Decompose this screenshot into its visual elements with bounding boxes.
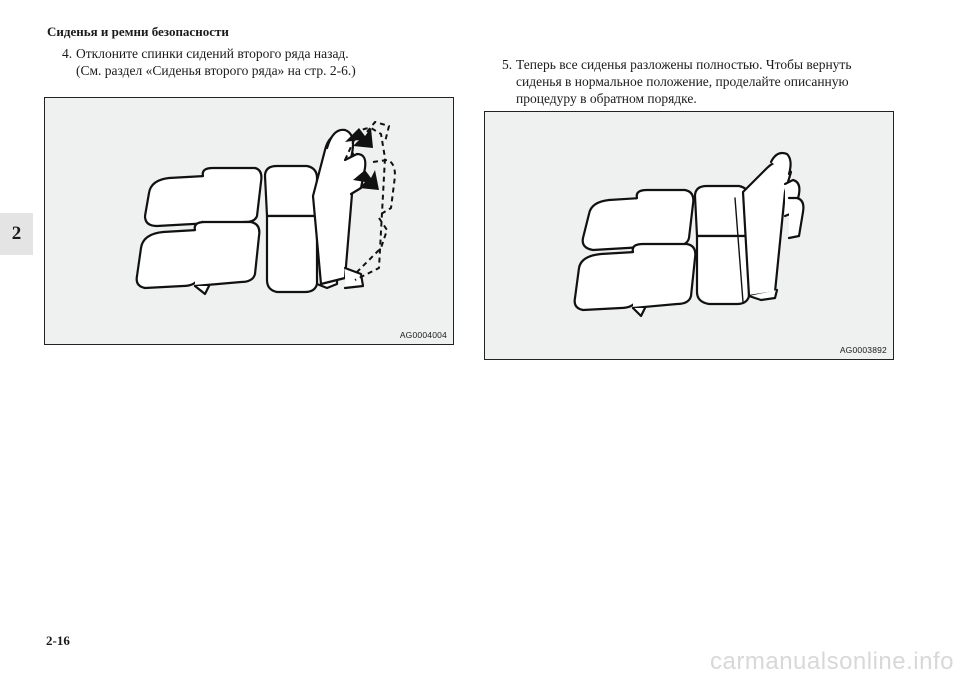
step-4 [62, 45, 462, 79]
step-text-line: сиденья в нормальное положение, проделайте описанную [516, 74, 849, 89]
step-text-line: Теперь все сиденья разложены полностью. Чтобы вернуть [516, 57, 852, 72]
watermark: carmanualsonline.info [710, 648, 954, 675]
chapter-tab [0, 213, 33, 255]
figure-seats-reclined-back [44, 97, 454, 345]
seat-illustration-1 [45, 98, 455, 346]
step-text-line: Отклоните спинки сидений второго ряда назад. [76, 46, 349, 61]
figure-seats-fully-flat [484, 111, 894, 360]
step-text-line: (См. раздел «Сиденья второго ряда» на стр. 2-6.) [76, 63, 356, 78]
step-5 [502, 56, 922, 107]
chapter-tab-number: 2 [11, 223, 22, 244]
seat-illustration-2 [485, 112, 895, 361]
figure-code: AG0004004 [399, 330, 447, 340]
step-text-line: процедуру в обратном порядке. [516, 91, 697, 106]
page-number: 2-16 [46, 633, 70, 648]
page-header-title: Сиденья и ремни безопасности [47, 24, 229, 39]
step-number: 4. [62, 46, 73, 61]
figure-code: AG0003892 [839, 345, 887, 355]
step-number: 5. [502, 57, 513, 72]
